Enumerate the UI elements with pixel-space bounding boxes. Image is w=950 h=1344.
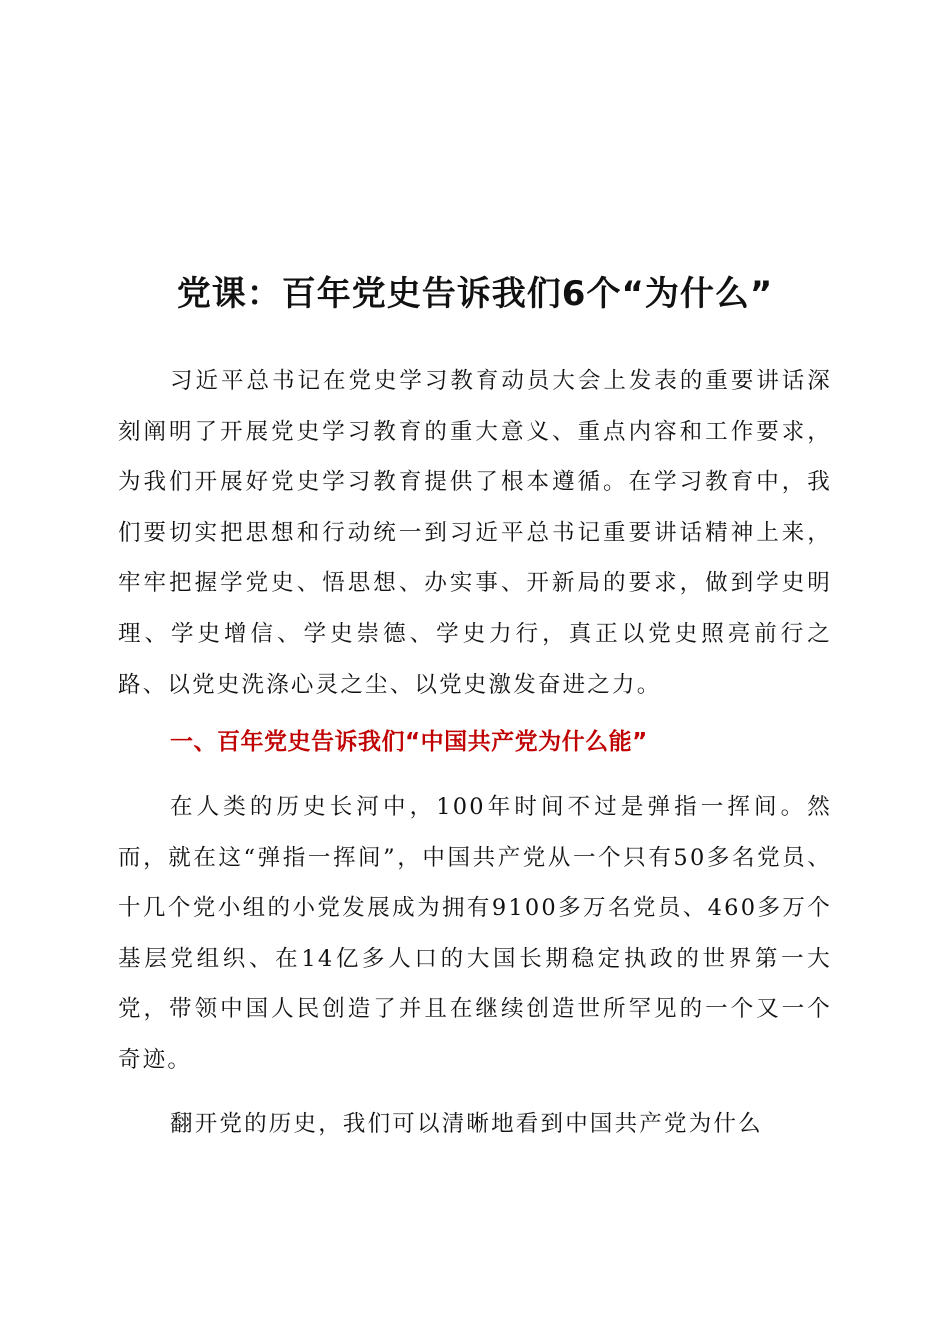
paragraph-continued: 翻开党的历史，我们可以清晰地看到中国共产党为什么 xyxy=(170,1111,763,1137)
paragraph-intro: 习近平总书记在党史学习教育动员大会上发表的重要讲话深刻阐明了开展党史学习教育的重大意义、重点内容和工作要求，为我们开展好党史学习教育提供了根本遵循。在学习教育中，我们要切实把思想和行动统一到习近平总书记重要讲话精神上来，牢牢把握学党史、悟思想、办实事、开新局的要求，做到学史明理、学史增信、学史崇德、学史力行，真正以党史照亮前行之路、以党史洗涤心灵之尘、以党史激发奋进之力。 xyxy=(118,368,832,698)
section-heading-one: 一、百年党史告诉我们“中国共产党为什么能” xyxy=(170,729,648,755)
paragraph-history: 在人类的历史长河中，100年时间不过是弹指一挥间。然而，就在这“弹指一挥间”，中国共产党从一个只有50多名党员、十几个党小组的小党发展成为拥有9100多万名党员、460多万个基层党组织、在14亿多人口的大国长期稳定执政的世界第一大党，带领中国人民创造了并且在继续创造世所罕见的一个又一个奇迹。 xyxy=(118,794,832,1073)
document-title: 党课：百年党史告诉我们6个“为什么” xyxy=(176,274,774,314)
